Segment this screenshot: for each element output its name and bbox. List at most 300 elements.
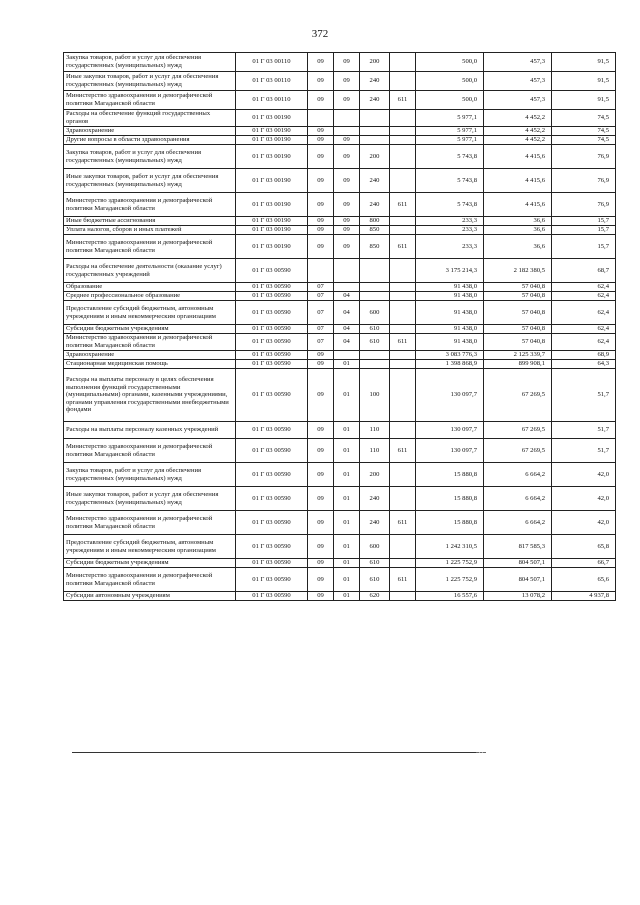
row-planned: 1 225 752,9 xyxy=(416,559,484,568)
row-percent: 62,4 xyxy=(552,301,616,325)
row-expense-type: 600 xyxy=(360,301,390,325)
row-name: Предоставление субсидий бюджетным, автономным учреждениям и иным некоммерческим организациям xyxy=(64,535,236,559)
row-executed: 6 664,2 xyxy=(484,487,552,511)
row-percent: 62,4 xyxy=(552,334,616,351)
row-department xyxy=(390,283,416,292)
row-department xyxy=(390,136,416,145)
row-planned: 91 438,0 xyxy=(416,283,484,292)
table-row xyxy=(64,72,616,91)
row-subsection: 09 xyxy=(334,226,360,235)
row-expense-type: 240 xyxy=(360,487,390,511)
table-row xyxy=(64,439,616,463)
row-percent: 91,5 xyxy=(552,72,616,91)
row-planned: 233,3 xyxy=(416,235,484,259)
row-code: 01 Г 03 00190 xyxy=(236,193,308,217)
row-section: 09 xyxy=(308,568,334,592)
table-row xyxy=(64,53,616,72)
row-percent: 74,5 xyxy=(552,127,616,136)
table-row xyxy=(64,110,616,127)
row-section: 09 xyxy=(308,217,334,226)
row-name: Субсидии бюджетным учреждениям xyxy=(64,559,236,568)
row-planned: 15 880,8 xyxy=(416,511,484,535)
row-subsection: 09 xyxy=(334,235,360,259)
row-planned: 3 175 214,3 xyxy=(416,259,484,283)
row-expense-type xyxy=(360,351,390,360)
row-planned: 5 743,8 xyxy=(416,169,484,193)
row-code: 01 Г 03 00590 xyxy=(236,439,308,463)
table-row xyxy=(64,226,616,235)
row-percent: 51,7 xyxy=(552,422,616,439)
row-subsection: 01 xyxy=(334,511,360,535)
row-department: 611 xyxy=(390,568,416,592)
row-planned: 91 438,0 xyxy=(416,292,484,301)
row-department xyxy=(390,259,416,283)
table-row xyxy=(64,136,616,145)
row-planned: 500,0 xyxy=(416,72,484,91)
row-percent: 42,0 xyxy=(552,463,616,487)
row-subsection xyxy=(334,259,360,283)
row-planned: 5 977,1 xyxy=(416,127,484,136)
row-executed: 899 908,1 xyxy=(484,360,552,369)
row-executed: 6 664,2 xyxy=(484,463,552,487)
row-expense-type xyxy=(360,259,390,283)
row-code: 01 Г 03 00590 xyxy=(236,334,308,351)
table-row xyxy=(64,127,616,136)
row-expense-type: 240 xyxy=(360,193,390,217)
row-subsection: 01 xyxy=(334,568,360,592)
row-section: 09 xyxy=(308,72,334,91)
row-subsection: 09 xyxy=(334,145,360,169)
row-percent: 76,9 xyxy=(552,145,616,169)
row-name: Расходы на обеспечение функций государственных органов xyxy=(64,110,236,127)
row-expense-type: 620 xyxy=(360,592,390,601)
row-department xyxy=(390,110,416,127)
row-name: Среднее профессиональное образование xyxy=(64,292,236,301)
table-row xyxy=(64,235,616,259)
row-percent: 15,7 xyxy=(552,235,616,259)
row-code: 01 Г 03 00590 xyxy=(236,292,308,301)
row-code: 01 Г 03 00590 xyxy=(236,559,308,568)
row-expense-type: 240 xyxy=(360,72,390,91)
row-executed: 817 585,3 xyxy=(484,535,552,559)
row-subsection: 04 xyxy=(334,334,360,351)
row-percent: 15,7 xyxy=(552,217,616,226)
table-body xyxy=(64,53,616,601)
row-code: 01 Г 03 00590 xyxy=(236,463,308,487)
row-percent: 74,5 xyxy=(552,110,616,127)
row-percent: 62,4 xyxy=(552,292,616,301)
row-section: 09 xyxy=(308,351,334,360)
row-name: Иные бюджетные ассигнования xyxy=(64,217,236,226)
row-name: Стационарная медицинская помощь xyxy=(64,360,236,369)
row-name: Расходы на обеспечение деятельности (оказание услуг) государственных учреждений xyxy=(64,259,236,283)
row-department xyxy=(390,169,416,193)
row-subsection: 09 xyxy=(334,72,360,91)
row-department xyxy=(390,217,416,226)
row-executed: 4 415,6 xyxy=(484,145,552,169)
row-planned: 5 977,1 xyxy=(416,136,484,145)
row-expense-type: 610 xyxy=(360,568,390,592)
row-code: 01 Г 03 00190 xyxy=(236,235,308,259)
row-planned: 5 743,8 xyxy=(416,145,484,169)
table-row xyxy=(64,283,616,292)
row-name: Министерство здравоохранения и демографической политики Магаданской области xyxy=(64,235,236,259)
row-name: Субсидии автономным учреждениям xyxy=(64,592,236,601)
row-name: Образование xyxy=(64,283,236,292)
row-subsection: 01 xyxy=(334,535,360,559)
row-section: 07 xyxy=(308,292,334,301)
row-code: 01 Г 03 00590 xyxy=(236,369,308,422)
row-code: 01 Г 03 00190 xyxy=(236,226,308,235)
row-name: Иные закупки товаров, работ и услуг для обеспечения государственных (муниципальных) нужд xyxy=(64,169,236,193)
row-section: 09 xyxy=(308,369,334,422)
table-row xyxy=(64,369,616,422)
row-department xyxy=(390,145,416,169)
row-section: 07 xyxy=(308,283,334,292)
row-executed: 2 182 380,5 xyxy=(484,259,552,283)
table-row xyxy=(64,193,616,217)
row-executed: 36,6 xyxy=(484,217,552,226)
row-code: 01 Г 03 00590 xyxy=(236,259,308,283)
row-expense-type: 240 xyxy=(360,511,390,535)
table-row xyxy=(64,334,616,351)
budget-table xyxy=(63,52,616,601)
row-executed: 2 125 339,7 xyxy=(484,351,552,360)
row-expense-type: 110 xyxy=(360,422,390,439)
row-percent: 51,7 xyxy=(552,439,616,463)
row-percent: 62,4 xyxy=(552,283,616,292)
row-code: 01 Г 03 00590 xyxy=(236,592,308,601)
row-expense-type xyxy=(360,283,390,292)
row-subsection xyxy=(334,351,360,360)
row-planned: 3 083 776,3 xyxy=(416,351,484,360)
row-expense-type: 610 xyxy=(360,559,390,568)
row-code: 01 Г 03 00590 xyxy=(236,487,308,511)
table-row xyxy=(64,259,616,283)
row-department xyxy=(390,292,416,301)
row-executed: 457,3 xyxy=(484,91,552,110)
row-percent: 91,5 xyxy=(552,91,616,110)
row-code: 01 Г 03 00590 xyxy=(236,360,308,369)
row-executed: 57 040,8 xyxy=(484,301,552,325)
row-section: 09 xyxy=(308,487,334,511)
row-section: 09 xyxy=(308,511,334,535)
row-code: 01 Г 03 00590 xyxy=(236,511,308,535)
row-section: 09 xyxy=(308,136,334,145)
row-percent: 91,5 xyxy=(552,53,616,72)
row-subsection: 01 xyxy=(334,487,360,511)
row-expense-type: 200 xyxy=(360,145,390,169)
row-expense-type xyxy=(360,136,390,145)
row-department xyxy=(390,226,416,235)
row-section: 09 xyxy=(308,53,334,72)
row-planned: 91 438,0 xyxy=(416,325,484,334)
table-row xyxy=(64,422,616,439)
table-row xyxy=(64,351,616,360)
row-subsection: 09 xyxy=(334,91,360,110)
row-expense-type: 850 xyxy=(360,235,390,259)
row-planned: 130 097,7 xyxy=(416,369,484,422)
row-subsection: 09 xyxy=(334,136,360,145)
row-subsection: 01 xyxy=(334,360,360,369)
row-planned: 500,0 xyxy=(416,53,484,72)
row-executed: 457,3 xyxy=(484,72,552,91)
row-department xyxy=(390,127,416,136)
row-code: 01 Г 03 00110 xyxy=(236,53,308,72)
table-row xyxy=(64,217,616,226)
row-code: 01 Г 03 00590 xyxy=(236,568,308,592)
row-code: 01 Г 03 00590 xyxy=(236,422,308,439)
row-subsection xyxy=(334,283,360,292)
row-executed: 36,6 xyxy=(484,226,552,235)
row-code: 01 Г 03 00590 xyxy=(236,351,308,360)
row-code: 01 Г 03 00190 xyxy=(236,169,308,193)
row-planned: 1 398 868,9 xyxy=(416,360,484,369)
row-executed: 4 415,6 xyxy=(484,169,552,193)
row-section: 09 xyxy=(308,226,334,235)
row-section: 09 xyxy=(308,559,334,568)
row-name: Уплата налогов, сборов и иных платежей xyxy=(64,226,236,235)
row-section: 09 xyxy=(308,535,334,559)
table-row xyxy=(64,568,616,592)
row-code: 01 Г 03 00590 xyxy=(236,325,308,334)
footer-rule xyxy=(72,752,476,753)
row-executed: 4 452,2 xyxy=(484,136,552,145)
row-section: 07 xyxy=(308,334,334,351)
row-planned: 16 557,6 xyxy=(416,592,484,601)
row-subsection: 04 xyxy=(334,325,360,334)
row-name: Министерство здравоохранения и демографической политики Магаданской области xyxy=(64,334,236,351)
row-executed: 57 040,8 xyxy=(484,283,552,292)
row-name: Иные закупки товаров, работ и услуг для обеспечения государственных (муниципальных) нужд xyxy=(64,487,236,511)
row-percent: 64,3 xyxy=(552,360,616,369)
row-executed: 57 040,8 xyxy=(484,334,552,351)
row-department: 611 xyxy=(390,439,416,463)
row-percent: 65,6 xyxy=(552,568,616,592)
row-subsection: 01 xyxy=(334,369,360,422)
row-subsection: 04 xyxy=(334,292,360,301)
table-row xyxy=(64,169,616,193)
row-department: 611 xyxy=(390,511,416,535)
row-expense-type: 850 xyxy=(360,226,390,235)
row-section: 09 xyxy=(308,169,334,193)
table-row xyxy=(64,292,616,301)
row-name: Министерство здравоохранения и демографической политики Магаданской области xyxy=(64,439,236,463)
row-planned: 130 097,7 xyxy=(416,439,484,463)
table-row xyxy=(64,301,616,325)
row-department xyxy=(390,360,416,369)
row-expense-type: 200 xyxy=(360,463,390,487)
row-name: Министерство здравоохранения и демографической политики Магаданской области xyxy=(64,193,236,217)
row-percent: 51,7 xyxy=(552,369,616,422)
row-percent: 68,7 xyxy=(552,259,616,283)
row-planned: 233,3 xyxy=(416,217,484,226)
row-code: 01 Г 03 00590 xyxy=(236,283,308,292)
row-planned: 91 438,0 xyxy=(416,301,484,325)
row-code: 01 Г 03 00590 xyxy=(236,301,308,325)
row-executed: 457,3 xyxy=(484,53,552,72)
row-percent: 4 937,8 xyxy=(552,592,616,601)
table-row xyxy=(64,325,616,334)
row-executed: 36,6 xyxy=(484,235,552,259)
table-row xyxy=(64,463,616,487)
row-name: Закупка товаров, работ и услуг для обеспечения государственных (муниципальных) нужд xyxy=(64,145,236,169)
row-department: 611 xyxy=(390,235,416,259)
row-name: Здравоохранение xyxy=(64,127,236,136)
row-code: 01 Г 03 00190 xyxy=(236,145,308,169)
row-section: 09 xyxy=(308,360,334,369)
row-percent: 76,9 xyxy=(552,169,616,193)
row-executed: 6 664,2 xyxy=(484,511,552,535)
row-department: 611 xyxy=(390,193,416,217)
row-executed: 4 415,6 xyxy=(484,193,552,217)
row-percent: 74,5 xyxy=(552,136,616,145)
row-subsection: 09 xyxy=(334,169,360,193)
row-section: 09 xyxy=(308,91,334,110)
row-executed: 804 507,1 xyxy=(484,568,552,592)
row-expense-type: 200 xyxy=(360,53,390,72)
row-section: 09 xyxy=(308,127,334,136)
row-department xyxy=(390,72,416,91)
row-code: 01 Г 03 00110 xyxy=(236,91,308,110)
row-expense-type: 110 xyxy=(360,439,390,463)
row-percent: 66,7 xyxy=(552,559,616,568)
row-department xyxy=(390,463,416,487)
row-department xyxy=(390,351,416,360)
row-name: Иные закупки товаров, работ и услуг для обеспечения государственных (муниципальных) нужд xyxy=(64,72,236,91)
row-expense-type xyxy=(360,127,390,136)
row-department xyxy=(390,325,416,334)
row-subsection: 01 xyxy=(334,463,360,487)
row-executed: 57 040,8 xyxy=(484,292,552,301)
row-name: Предоставление субсидий бюджетным, автономным учреждениям и иным некоммерческим организациям xyxy=(64,301,236,325)
row-expense-type: 100 xyxy=(360,369,390,422)
row-department: 611 xyxy=(390,334,416,351)
table-row xyxy=(64,592,616,601)
table-row xyxy=(64,511,616,535)
row-department xyxy=(390,422,416,439)
row-executed: 67 269,5 xyxy=(484,439,552,463)
row-section: 09 xyxy=(308,193,334,217)
row-subsection xyxy=(334,127,360,136)
row-section: 09 xyxy=(308,422,334,439)
row-name: Закупка товаров, работ и услуг для обеспечения государственных (муниципальных) нужд xyxy=(64,53,236,72)
row-expense-type xyxy=(360,292,390,301)
row-section: 07 xyxy=(308,301,334,325)
row-planned: 5 977,1 xyxy=(416,110,484,127)
table-row xyxy=(64,360,616,369)
row-expense-type: 600 xyxy=(360,535,390,559)
row-percent: 65,8 xyxy=(552,535,616,559)
row-percent: 42,0 xyxy=(552,511,616,535)
row-section xyxy=(308,259,334,283)
row-planned: 91 438,0 xyxy=(416,334,484,351)
row-subsection: 09 xyxy=(334,217,360,226)
row-section: 07 xyxy=(308,325,334,334)
row-name: Закупка товаров, работ и услуг для обеспечения государственных (муниципальных) нужд xyxy=(64,463,236,487)
row-name: Расходы на выплаты персоналу в целях обеспечения выполнения функций государственными (муниципальными) органами, казенными учреждениями, органами управления государственными внебюджетными фондами xyxy=(64,369,236,422)
row-planned: 5 743,8 xyxy=(416,193,484,217)
row-executed: 4 452,2 xyxy=(484,127,552,136)
row-section: 09 xyxy=(308,145,334,169)
row-section: 09 xyxy=(308,235,334,259)
row-department xyxy=(390,369,416,422)
row-subsection xyxy=(334,110,360,127)
row-section: 09 xyxy=(308,439,334,463)
row-code: 01 Г 03 00190 xyxy=(236,217,308,226)
row-planned: 15 880,8 xyxy=(416,463,484,487)
row-executed: 4 452,2 xyxy=(484,110,552,127)
row-expense-type xyxy=(360,360,390,369)
row-expense-type: 240 xyxy=(360,169,390,193)
row-department xyxy=(390,301,416,325)
table-row xyxy=(64,559,616,568)
row-planned: 1 225 752,9 xyxy=(416,568,484,592)
row-code: 01 Г 03 00190 xyxy=(236,136,308,145)
row-percent: 62,4 xyxy=(552,325,616,334)
row-name: Расходы на выплаты персоналу казенных учреждений xyxy=(64,422,236,439)
row-code: 01 Г 03 00110 xyxy=(236,72,308,91)
row-percent: 42,0 xyxy=(552,487,616,511)
row-department xyxy=(390,487,416,511)
row-subsection: 01 xyxy=(334,559,360,568)
row-percent: 68,9 xyxy=(552,351,616,360)
row-expense-type xyxy=(360,110,390,127)
row-expense-type: 610 xyxy=(360,325,390,334)
row-planned: 500,0 xyxy=(416,91,484,110)
row-executed: 804 507,1 xyxy=(484,559,552,568)
row-code: 01 Г 03 00190 xyxy=(236,110,308,127)
row-section: 09 xyxy=(308,463,334,487)
row-executed: 67 269,5 xyxy=(484,369,552,422)
row-name: Министерство здравоохранения и демографической политики Магаданской области xyxy=(64,511,236,535)
row-section: 09 xyxy=(308,592,334,601)
row-department xyxy=(390,53,416,72)
row-name: Субсидии бюджетным учреждениям xyxy=(64,325,236,334)
row-department xyxy=(390,592,416,601)
table-row xyxy=(64,487,616,511)
row-name: Здравоохранение xyxy=(64,351,236,360)
row-subsection: 04 xyxy=(334,301,360,325)
row-expense-type: 800 xyxy=(360,217,390,226)
row-subsection: 01 xyxy=(334,439,360,463)
row-name: Министерство здравоохранения и демографической политики Магаданской области xyxy=(64,91,236,110)
row-department xyxy=(390,559,416,568)
row-planned: 15 880,8 xyxy=(416,487,484,511)
row-percent: 76,9 xyxy=(552,193,616,217)
row-executed: 67 269,5 xyxy=(484,422,552,439)
row-department: 611 xyxy=(390,91,416,110)
page-number: 372 xyxy=(311,28,329,40)
row-section xyxy=(308,110,334,127)
row-subsection: 09 xyxy=(334,193,360,217)
row-percent: 15,7 xyxy=(552,226,616,235)
row-expense-type: 610 xyxy=(360,334,390,351)
row-planned: 1 242 310,5 xyxy=(416,535,484,559)
row-subsection: 01 xyxy=(334,592,360,601)
row-name: Министерство здравоохранения и демографической политики Магаданской области xyxy=(64,568,236,592)
row-executed: 57 040,8 xyxy=(484,325,552,334)
footer-rule-tail xyxy=(476,752,486,753)
row-executed: 13 078,2 xyxy=(484,592,552,601)
row-expense-type: 240 xyxy=(360,91,390,110)
table-row xyxy=(64,145,616,169)
row-planned: 233,3 xyxy=(416,226,484,235)
table-row xyxy=(64,91,616,110)
row-name: Другие вопросы в области здравоохранения xyxy=(64,136,236,145)
row-planned: 130 097,7 xyxy=(416,422,484,439)
table-row xyxy=(64,535,616,559)
